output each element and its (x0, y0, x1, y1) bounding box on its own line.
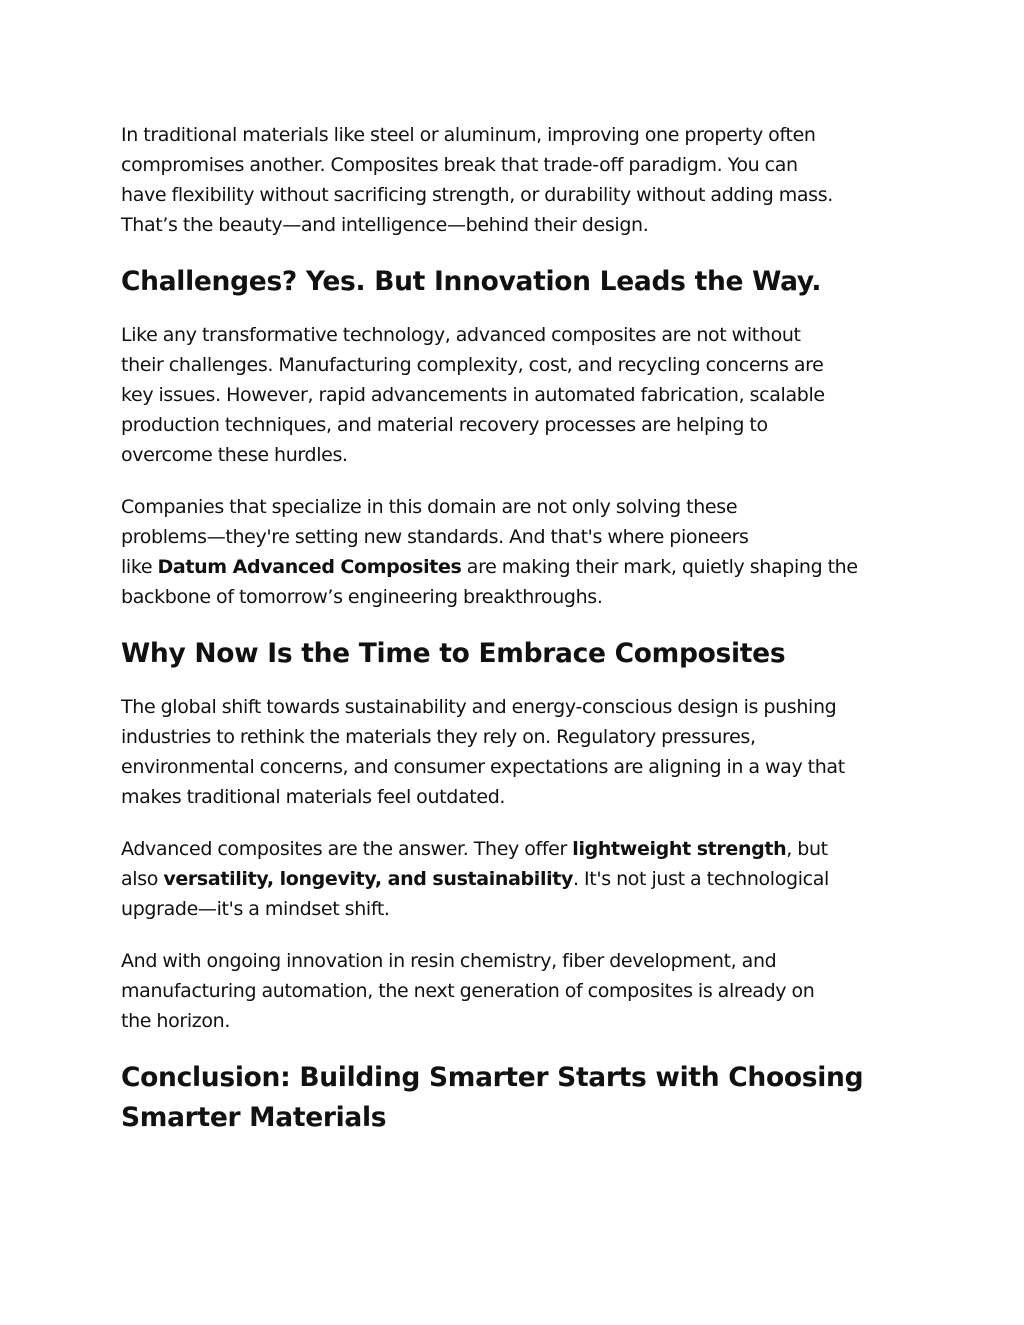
text-line: Companies that specialize in this domain are not only solving these (121, 496, 738, 518)
text-line: makes traditional materials feel outdated. (121, 786, 506, 808)
text-line: problems—they're setting new standards. And that's where pioneers (121, 526, 749, 548)
text-line: their challenges. Manufacturing complexity, cost, and recycling concerns are (121, 354, 824, 376)
text-line: upgrade—it's a mindset shift. (121, 898, 390, 920)
emphasis-bold: versatility, longevity, and sustainability (163, 868, 574, 890)
text-run: , but (786, 838, 828, 860)
text-line: the horizon. (121, 1010, 231, 1032)
text-line: overcome these hurdles. (121, 444, 348, 466)
text-run: also (121, 868, 164, 890)
text-run: . It's not just a technological (573, 868, 829, 890)
text-run: like (121, 556, 158, 578)
emphasis-bold: lightweight strength (572, 838, 787, 860)
text-line: In traditional materials like steel or aluminum, improving one property often (121, 124, 816, 146)
heading-line: Smarter Materials (121, 1102, 387, 1133)
challenges-paragraph-2 (121, 492, 911, 612)
text-line (121, 834, 911, 864)
intro-paragraph (121, 120, 911, 240)
text-line: That’s the beauty—and intelligence—behind their design. (121, 214, 649, 236)
text-line: manufacturing automation, the next generation of composites is already on (121, 980, 815, 1002)
why-now-paragraph-1 (121, 692, 911, 812)
challenges-paragraph-1 (121, 320, 911, 470)
text-line: key issues. However, rapid advancements in automated fabrication, scalable (121, 384, 825, 406)
text-run: Advanced composites are the answer. They offer (121, 838, 573, 860)
text-line: environmental concerns, and consumer expectations are aligning in a way that (121, 756, 845, 778)
text-run: are making their mark, quietly shaping the (461, 556, 858, 578)
heading-line: Conclusion: Building Smarter Starts with Choosing (121, 1062, 864, 1093)
document-page (121, 120, 911, 1158)
section-heading-why-now: Why Now Is the Time to Embrace Composites (121, 638, 786, 669)
text-line: industries to rethink the materials they rely on. Regulatory pressures, (121, 726, 756, 748)
text-line: have flexibility without sacrificing strength, or durability without adding mass. (121, 184, 833, 206)
text-line: compromises another. Composites break that trade-off paradigm. You can (121, 154, 798, 176)
section-heading-challenges: Challenges? Yes. But Innovation Leads the Way. (121, 266, 822, 297)
section-heading-conclusion (121, 1058, 911, 1138)
text-line: production techniques, and material recovery processes are helping to (121, 414, 768, 436)
why-now-paragraph-2 (121, 834, 911, 924)
company-name-bold: Datum Advanced Composites (157, 556, 462, 578)
text-line: The global shift towards sustainability and energy-conscious design is pushing (121, 696, 837, 718)
text-line (121, 552, 911, 582)
why-now-paragraph-3 (121, 946, 911, 1036)
text-line (121, 864, 911, 894)
text-line: Like any transformative technology, advanced composites are not without (121, 324, 801, 346)
text-line: backbone of tomorrow’s engineering breakthroughs. (121, 586, 603, 608)
text-line: And with ongoing innovation in resin chemistry, fiber development, and (121, 950, 777, 972)
